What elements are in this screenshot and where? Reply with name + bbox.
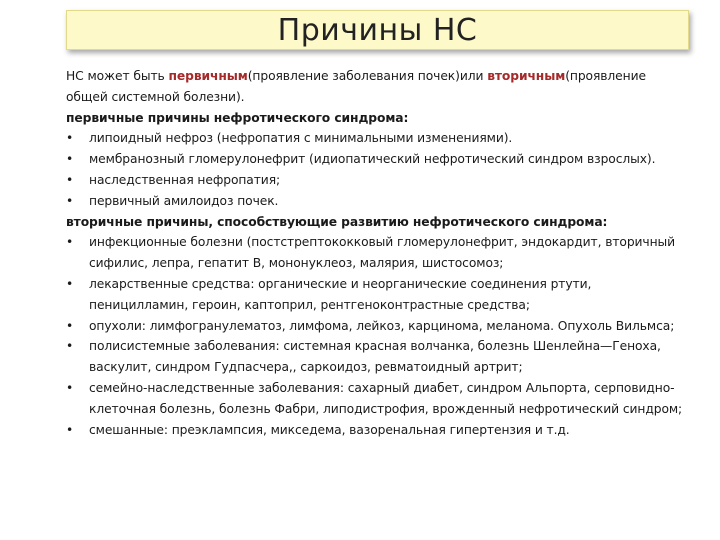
list-item-text: полисистемные заболевания: системная красная волчанка, болезнь Шенлейна—Геноха, васкулит, синдром Гудпасчера,, саркоидоз, ревматоидный артрит; bbox=[89, 339, 661, 375]
bullet-icon: • bbox=[66, 276, 74, 291]
list-item bbox=[66, 420, 686, 441]
list-item-text: мембранозный гломерулонефрит (идиопатический нефротический синдром взрослых). bbox=[89, 152, 656, 167]
list-item-text: наследственная нефропатия; bbox=[89, 172, 281, 187]
intro-text-3: (проявление общей системной болезни). bbox=[66, 69, 646, 104]
list-item bbox=[66, 336, 686, 378]
primary-heading: первичные причины нефротического синдрома: bbox=[66, 110, 409, 125]
intro-text-2: (проявление заболевания почек)или bbox=[247, 69, 488, 83]
bullet-icon: • bbox=[66, 339, 74, 354]
secondary-keyword: вторичным bbox=[487, 69, 566, 83]
list-item bbox=[66, 232, 686, 274]
bullet-icon: • bbox=[66, 380, 74, 395]
primary-list bbox=[66, 128, 686, 211]
list-item-text: первичный амилоидоз почек. bbox=[89, 193, 279, 208]
list-item-text: лекарственные средства: органические и неорганические соединения ртути, пеницилламин, героин, каптоприл, рентгеноконтрастные средства; bbox=[89, 276, 592, 312]
bullet-icon: • bbox=[66, 131, 74, 146]
secondary-heading: вторичные причины, способствующие развитию нефротического синдрома: bbox=[66, 214, 608, 229]
list-item bbox=[66, 316, 686, 337]
list-item bbox=[66, 128, 686, 149]
slide-title: Причины НС bbox=[277, 12, 478, 48]
bullet-icon: • bbox=[66, 193, 74, 208]
list-item-text: липоидный нефроз (нефропатия с минимальными изменениями). bbox=[89, 131, 513, 146]
list-item-text: опухоли: лимфогранулематоз, лимфома, лейкоз, карцинома, меланома. Опухоль Вильмса; bbox=[89, 318, 675, 333]
list-item bbox=[66, 378, 686, 420]
bullet-icon: • bbox=[66, 422, 74, 437]
bullet-icon: • bbox=[66, 152, 74, 167]
bullet-icon: • bbox=[66, 318, 74, 333]
list-item bbox=[66, 170, 686, 191]
list-item-text: инфекционные болезни (постстрептококковый гломерулонефрит, эндокардит, вторичный сифилис, лепра, гепатит В, мононуклеоз, малярия, шистосомоз; bbox=[89, 235, 676, 271]
bullet-icon: • bbox=[66, 172, 74, 187]
slide-title-box bbox=[66, 10, 689, 50]
intro-text-1: НС может быть bbox=[66, 69, 169, 83]
list-item-text: смешанные: преэклампсия, микседема, вазоренальная гипертензия и т.д. bbox=[89, 422, 570, 437]
bullet-icon: • bbox=[66, 235, 74, 250]
secondary-list bbox=[66, 232, 686, 440]
list-item bbox=[66, 274, 686, 316]
list-item-text: семейно-наследственные заболевания: сахарный диабет, синдром Альпорта, серповидно-клеточная болезнь, болезнь Фабри, липодистрофия, врожденный нефротический синдром; bbox=[89, 380, 683, 416]
slide-content bbox=[66, 66, 686, 440]
primary-keyword: первичным bbox=[168, 69, 248, 83]
list-item bbox=[66, 191, 686, 212]
list-item bbox=[66, 149, 686, 170]
intro-paragraph bbox=[66, 66, 686, 108]
